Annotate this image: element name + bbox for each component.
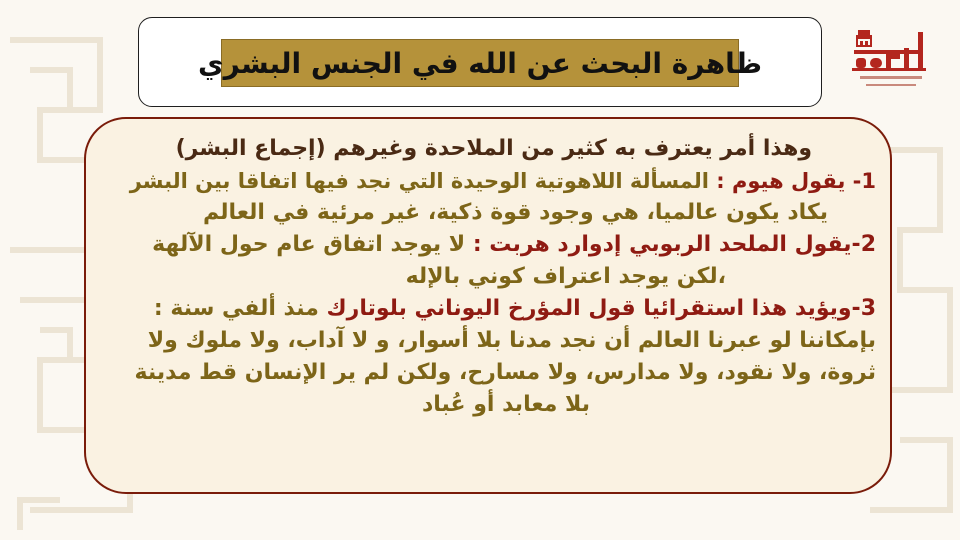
- herbert-quote: لا يوجد اتفاق عام حول الآلهة: [152, 232, 466, 257]
- ahkam-logo: [848, 24, 934, 104]
- plutarch-intro: منذ ألفي سنة :: [153, 296, 319, 321]
- line-intro: [100, 133, 876, 165]
- plutarch-quote-3: بلا معابد أو عُباد: [422, 392, 590, 417]
- herbert-quote-cont: ،لكن يوجد اعتراف كوني بالإله: [405, 264, 726, 289]
- plutarch-quote-1: بإمكاننا لو عبرنا العالم أن نجد مدنا بلا أسوار، و لا آداب، ولا ملوك ولا: [147, 328, 876, 353]
- herbert-label: 2-يقول الملحد الربوبي إدوارد هربت :: [465, 232, 876, 257]
- plutarch-quote-2: ثروة، ولا نقود، ولا مدارس، ولا مسارح، ولكن لم ير الإنسان قط مدينة: [134, 360, 876, 385]
- line-herbert: [100, 229, 876, 261]
- plutarch-label: 3-ويؤيد هذا استقرائيا قول المؤرخ اليوناني بلوتارك: [318, 296, 876, 321]
- content-text: [100, 133, 876, 421]
- line-plutarch-quote-2: [100, 357, 876, 389]
- line-herbert-cont: [100, 261, 876, 293]
- hume-label: 1- يقول هيوم :: [708, 169, 876, 193]
- line-plutarch-quote-1: [100, 325, 876, 357]
- line-hume-cont: [100, 197, 876, 229]
- line-plutarch: [100, 293, 876, 325]
- hume-quote: المسألة اللاهوتية الوحيدة التي نجد فيها اتفاقا بين البشر: [129, 169, 709, 193]
- title-bar: [197, 39, 763, 87]
- line-hume: [100, 165, 876, 197]
- ahkam-logo-icon: [848, 24, 934, 104]
- slide-title: ظاهرة البحث عن الله في الجنس البشري: [197, 46, 763, 80]
- hume-quote-cont: يكاد يكون عالميا، هي وجود قوة ذكية، غير مرئية في العالم: [202, 200, 828, 225]
- intro-text: وهذا أمر يعترف به كثير من الملاحدة وغيرهم (إجماع البشر): [175, 136, 812, 161]
- line-plutarch-quote-3: [100, 389, 876, 421]
